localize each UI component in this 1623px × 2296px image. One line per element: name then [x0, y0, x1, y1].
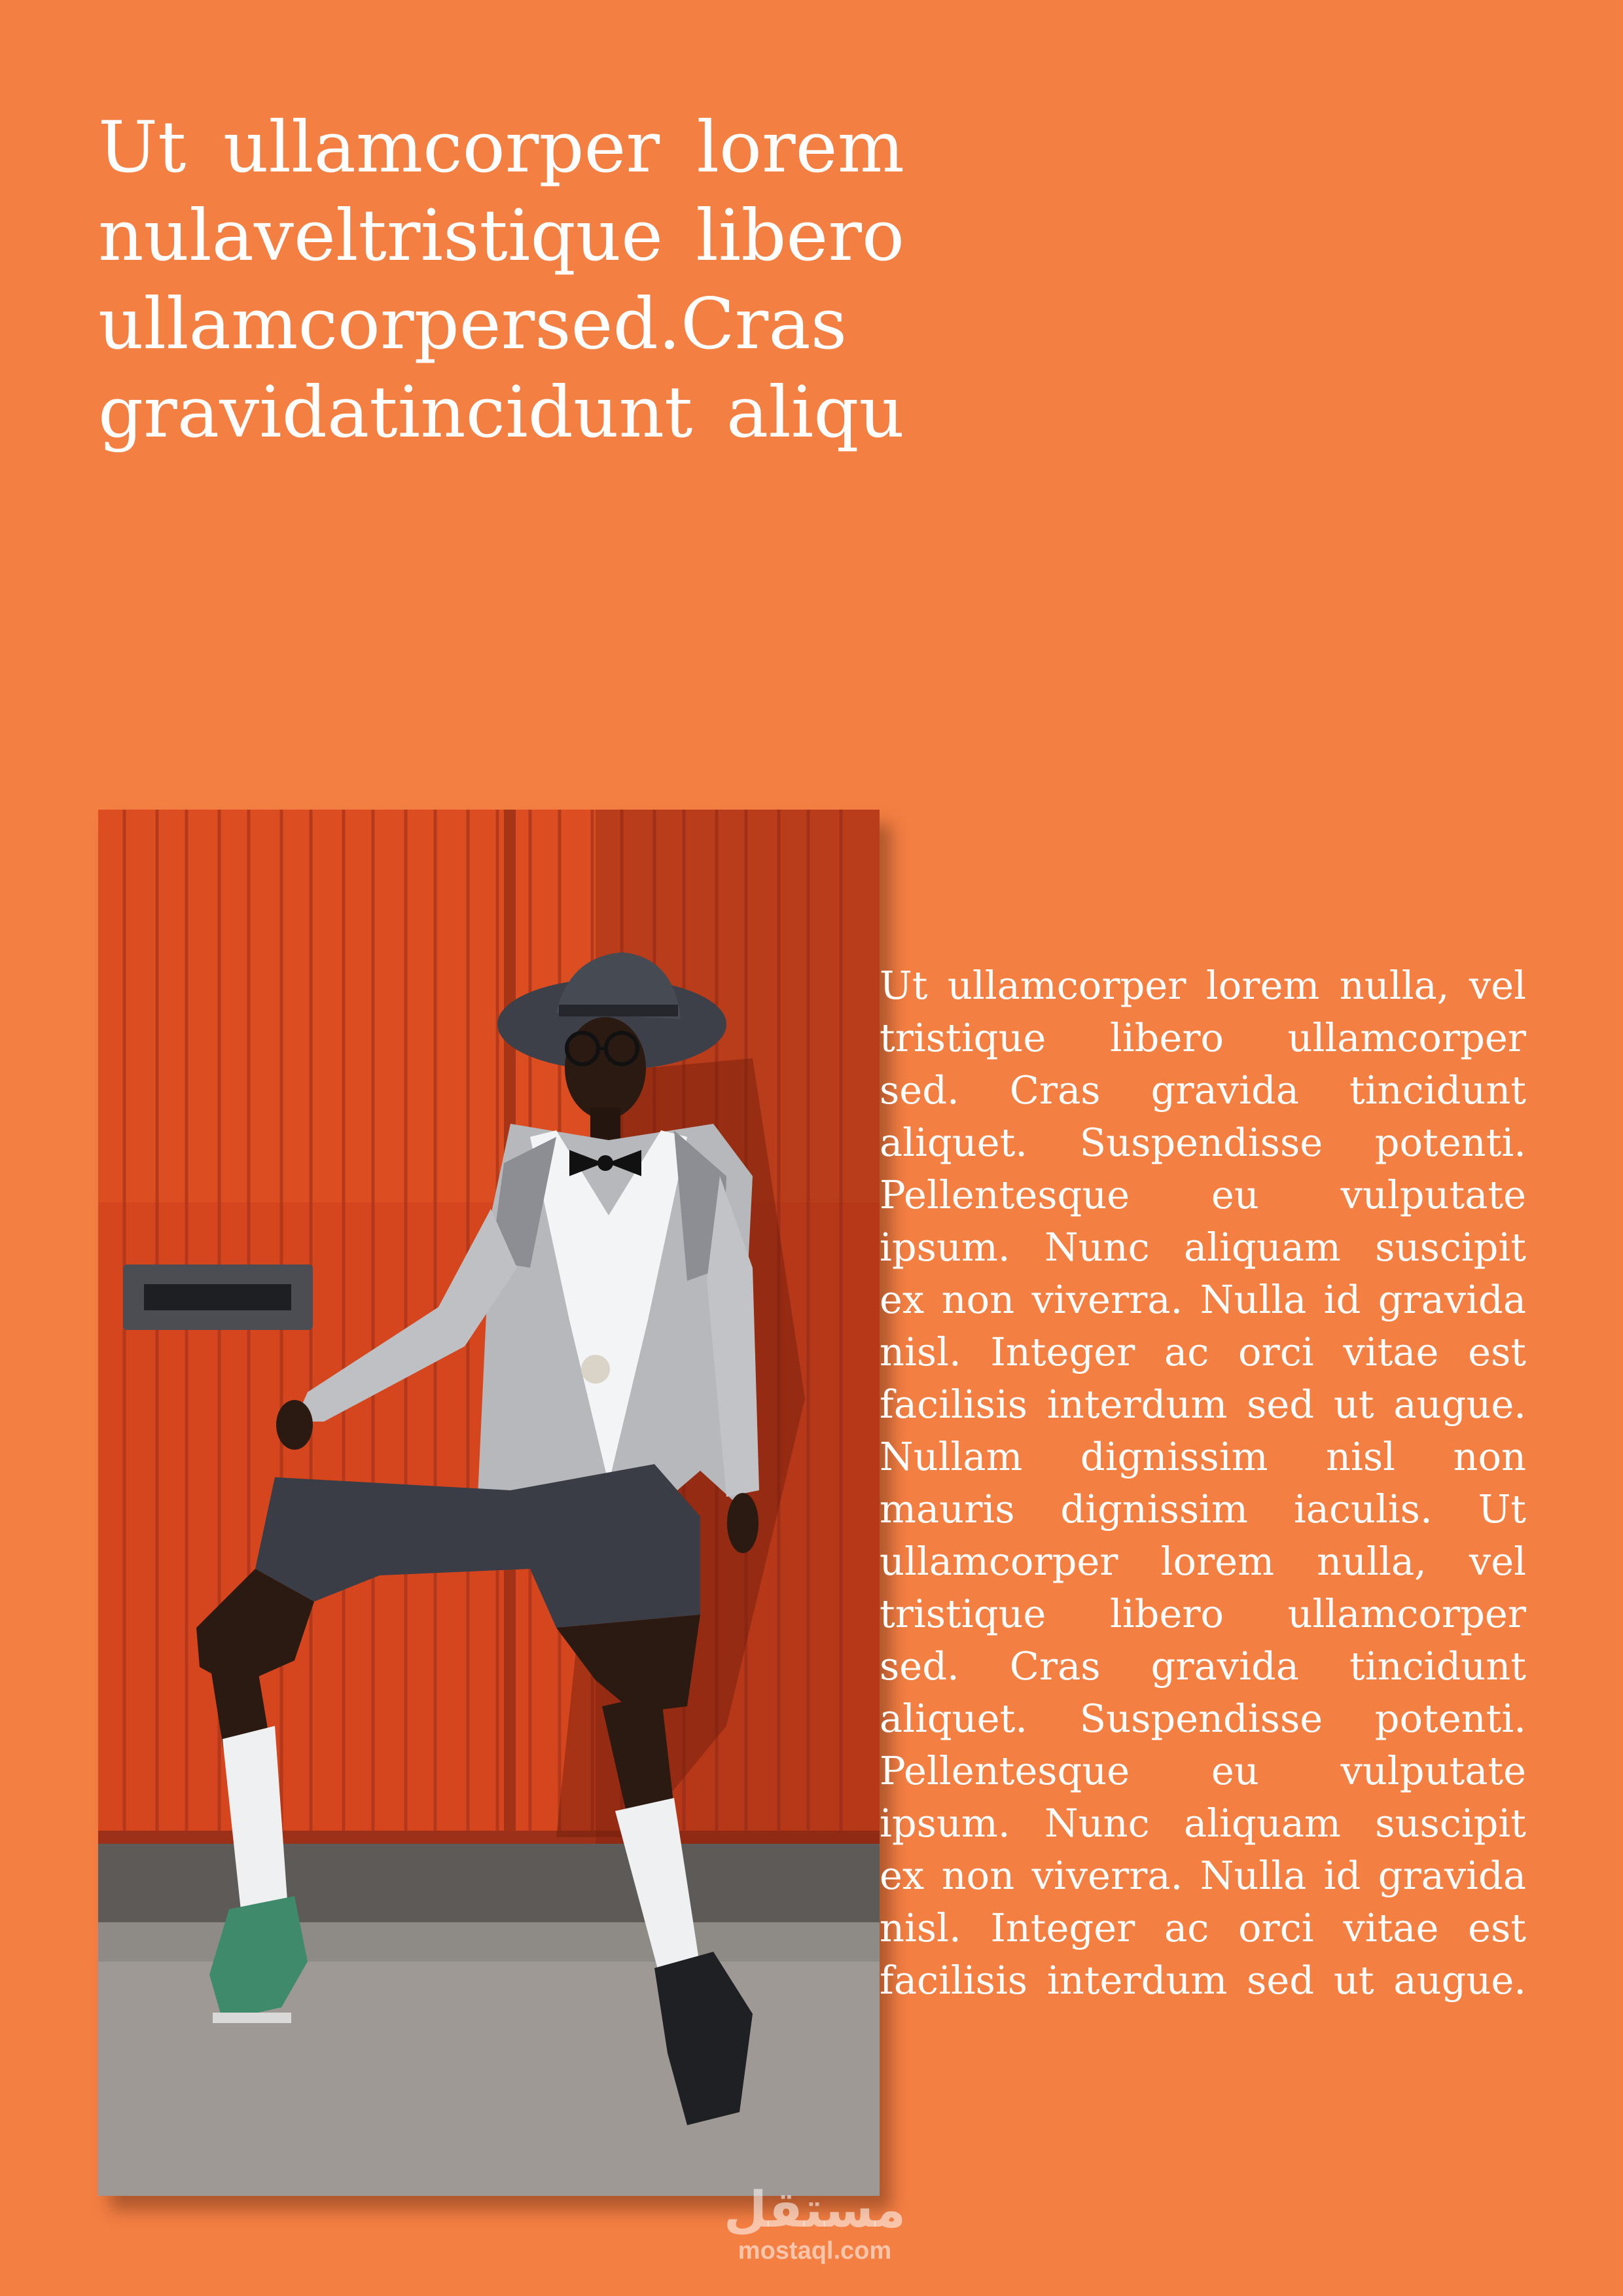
body-line: ex non viverra. Nulla id gravida [880, 1853, 1526, 1898]
body-line: ipsum. Nunc aliquam suscipit [880, 1225, 1526, 1270]
body-line: nisl. Integer ac orci vitae est [880, 1329, 1526, 1374]
body-line: ullamcorper lorem nulla, vel [880, 1539, 1526, 1584]
body-line: sed. Cras gravida tincidunt [880, 1067, 1526, 1113]
body-line: aliquet. Suspendisse potenti. [880, 1120, 1526, 1165]
body-line: ex non viverra. Nulla id gravida [880, 1277, 1526, 1322]
photo-illustration [98, 810, 880, 2196]
body-line: Pellentesque eu vulputate [880, 1748, 1526, 1793]
headline [98, 103, 904, 457]
body-text [880, 960, 1526, 2007]
watermark-url: mostaql.com [738, 2237, 892, 2265]
body-line: aliquet. Suspendisse potenti. [880, 1696, 1526, 1741]
headline-line: gravidatincidunt aliqu [98, 372, 904, 454]
body-line: Ut ullamcorper lorem nulla, vel [880, 963, 1526, 1008]
headline-line: Ut ullamcorper lorem [98, 107, 904, 188]
body-line: facilisis interdum sed ut augue. [880, 1958, 1526, 2003]
body-line: nisl. Integer ac orci vitae est [880, 1905, 1526, 1950]
mostaql-watermark [713, 2182, 916, 2267]
headline-line: ullamcorpersed.Cras [98, 283, 847, 365]
headline-line: nulaveltristique libero [98, 195, 904, 277]
body-line: Nullam dignissim nisl non [880, 1434, 1526, 1479]
body-line: mauris dignissim iaculis. Ut [880, 1486, 1526, 1532]
watermark-logo: مستقل [724, 2180, 906, 2238]
fashion-model-photo [98, 810, 880, 2196]
body-line: sed. Cras gravida tincidunt [880, 1643, 1526, 1689]
body-line: facilisis interdum sed ut augue. [880, 1382, 1526, 1427]
body-line: tristique libero ullamcorper [880, 1591, 1526, 1636]
body-line: Pellentesque eu vulputate [880, 1172, 1526, 1217]
body-line: ipsum. Nunc aliquam suscipit [880, 1801, 1526, 1846]
body-line: tristique libero ullamcorper [880, 1015, 1526, 1060]
